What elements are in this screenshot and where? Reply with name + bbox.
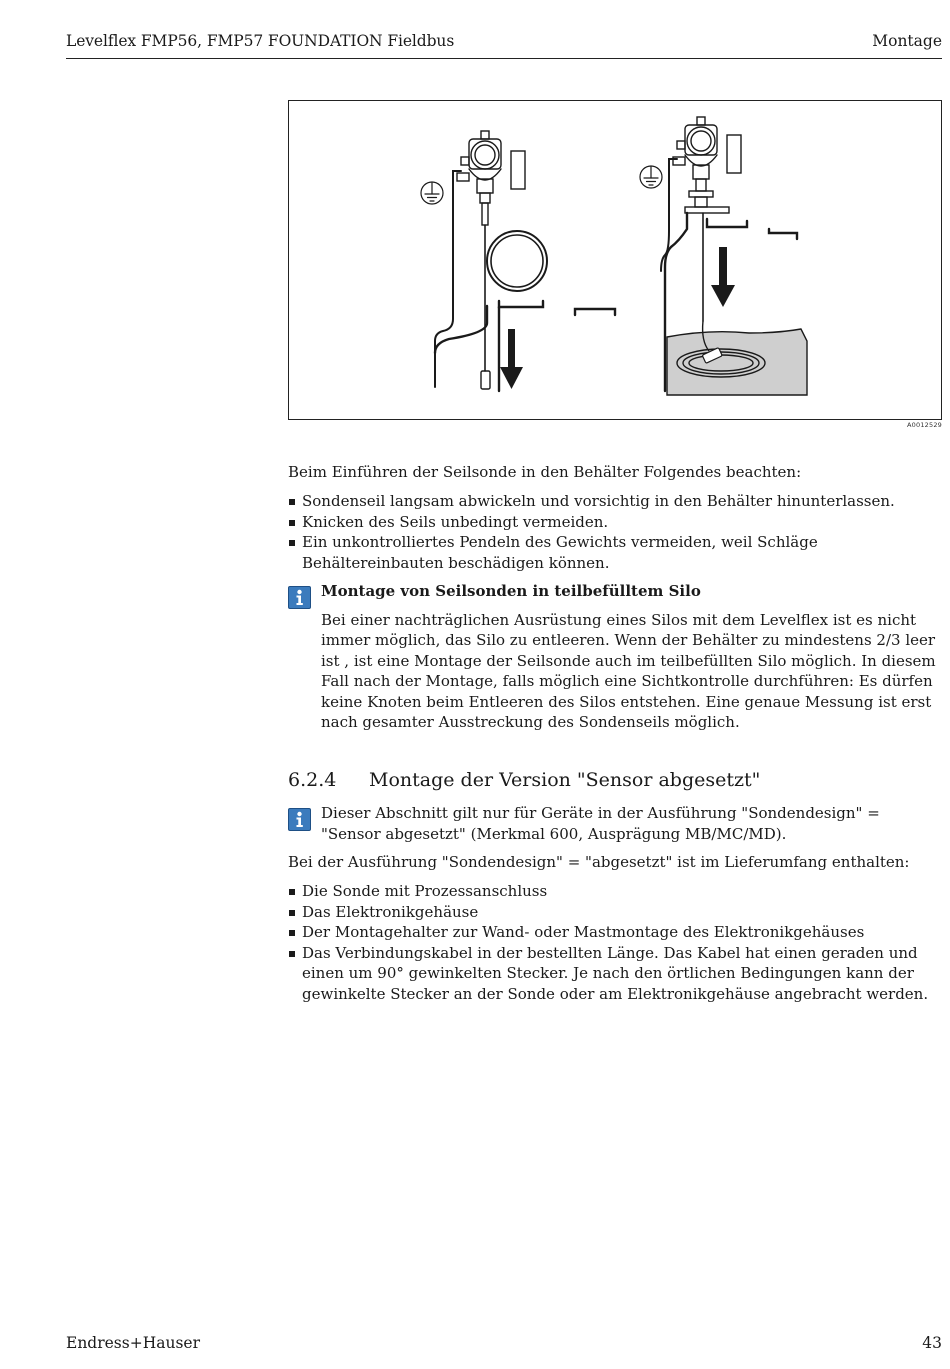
list-item: Das Elektronikgehäuse bbox=[288, 902, 942, 923]
installation-figure bbox=[288, 100, 942, 420]
page-number: 43 bbox=[922, 1334, 942, 1352]
intro-block bbox=[288, 462, 942, 483]
list-item: Die Sonde mit Prozessanschluss bbox=[288, 881, 942, 902]
bullet-list-2 bbox=[288, 881, 942, 1004]
list-item: Ein unkontrolliertes Pendeln des Gewichts vermeiden, weil Schläge Behältereinbauten beschädigen können. bbox=[288, 532, 942, 573]
note-text: Bei einer nachträglichen Ausrüstung eines Silos mit dem Levelflex ist es nicht immer möglich, das Silo zu entleeren. Wenn der Behälter zu mindestens 2/3 leer ist , ist eine Montage der Seilsonde auch im teilbefüllten Silo möglich. In diesem Fall nach der Montage, falls möglich eine Sichtkontrolle durchführen: Es dürfen keine Knoten beim Entleeren des Silos entstehen. Eine genaue Messung ist erst nach gesamter Ausstreckung des Sondenseils möglich. bbox=[321, 610, 936, 731]
note-text: Dieser Abschnitt gilt nur für Geräte in der Ausführung "Sondendesign" = "Sensor abgesetzt" (Merkmal 600, Ausprägung MB/MC/MD). bbox=[321, 804, 880, 843]
note-sensor-abgesetzt bbox=[321, 803, 941, 844]
arrow-down bbox=[500, 329, 523, 389]
header-rule bbox=[66, 58, 942, 59]
list-item: Das Verbindungskabel in der bestellten Länge. Das Kabel hat einen geraden und einen um 90° gewinkelten Stecker. Je nach den örtlichen Bedingungen kann der gewinkelte Stecker an der Sonde oder am Elektronikgehäuse angebracht werden. bbox=[288, 943, 942, 1005]
list-item: Knicken des Seils unbedingt vermeiden. bbox=[288, 512, 942, 533]
list-item: Der Montagehalter zur Wand- oder Mastmontage des Elektronikgehäuses bbox=[288, 922, 942, 943]
arrow-down bbox=[711, 247, 735, 307]
ground-symbol bbox=[421, 182, 443, 204]
bullet-list-1 bbox=[288, 491, 942, 573]
note-title: Montage von Seilsonden in teilbefülltem Silo bbox=[321, 582, 701, 600]
intro-paragraph: Beim Einführen der Seilsonde in den Behälter Folgendes beachten: bbox=[288, 463, 802, 481]
company-name: Endress+Hauser bbox=[66, 1334, 200, 1352]
info-icon bbox=[288, 586, 311, 609]
note-seilsonden bbox=[321, 581, 941, 733]
list-item: Sondenseil langsam abwickeln und vorsichtig in den Behälter hinunterlassen. bbox=[288, 491, 942, 512]
figure-code: A0012529 bbox=[907, 421, 942, 429]
chapter-title: Montage bbox=[872, 32, 942, 50]
rope-probe-illustration bbox=[289, 101, 941, 419]
ground-symbol bbox=[640, 166, 662, 188]
scope-paragraph: Bei der Ausführung "Sondendesign" = "abgesetzt" ist im Lieferumfang enthalten: bbox=[288, 853, 910, 871]
scope-block bbox=[288, 852, 942, 873]
section-number: 6.2.4 bbox=[288, 769, 337, 791]
document-title: Levelflex FMP56, FMP57 FOUNDATION Fieldbus bbox=[66, 32, 455, 50]
section-title: Montage der Version "Sensor abgesetzt" bbox=[369, 769, 761, 791]
info-icon bbox=[288, 808, 311, 831]
